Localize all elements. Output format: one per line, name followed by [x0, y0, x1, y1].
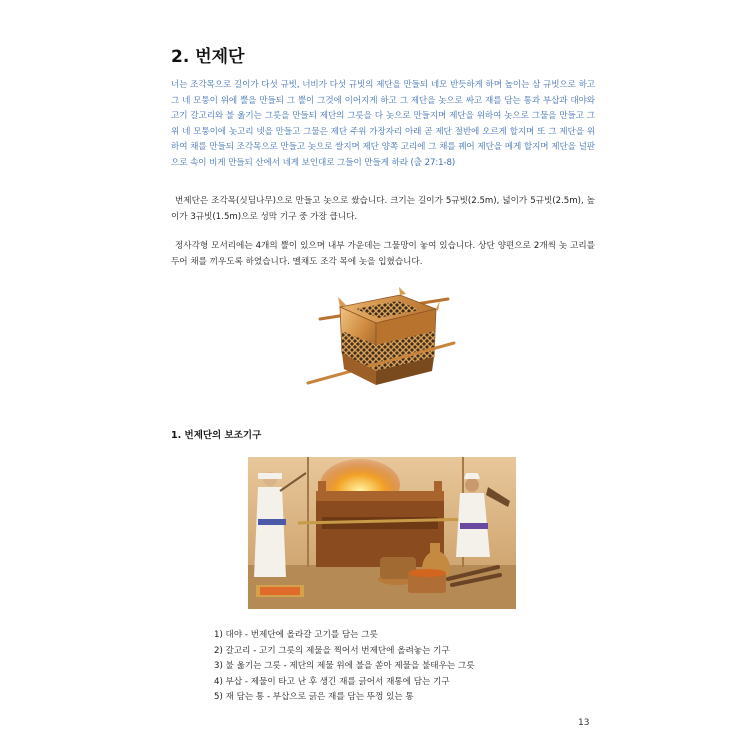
list-item: 4) 부삽 - 제물이 타고 난 후 생긴 재를 긁어서 재통에 담는 기구: [214, 676, 450, 687]
tools-list: [214, 628, 475, 706]
bronze-altar-illustration: [298, 287, 460, 407]
priests-at-altar-photo: [248, 457, 516, 609]
scripture-quote: 너는 조각목으로 길이가 다섯 규빗, 너비가 다섯 규빗의 제단을 만들되 네모 반듯하게 하며 높이는 삼 규빗으로 하고 그 네 모퉁이 위에 뿔을 만들되 그 뿔이 그것에 이어지게 하고 그 제단을 놋으로 싸고 재를 담는 통과 부삽과 대야와 고기 갈고리와 불 옮기는 그릇을 만들되 제단의 그릇을 다 놋으로 만들지며 제단을 위하여 놋으로 그물을 만들고 그 위 네 모퉁이에 놋고리 넷을 만들고 그물은 제단 주위 가장자리 아래 곧 제단 절반에 오르게 할지며 또 그 제단을 위하여 채를 만들되 조각목으로 만들고 놋으로 쌀지며 제단 양쪽 고리에 그 채를 꿰어 제단을 메게 할지며 제단을 널판으로 속이 비게 만들되 산에서 네게 보인대로 그들이 만들게 하라 (출 27:1-8): [171, 80, 595, 168]
list-item: 5) 재 담는 통 - 부삽으로 긁은 재를 담는 뚜껑 있는 통: [214, 692, 414, 703]
list-item: 3) 불 옮기는 그릇 - 제단의 제물 위에 불을 쏟아 제물을 불태우는 그릇: [214, 661, 475, 672]
page-number: 13: [578, 718, 590, 728]
list-item: 2) 갈고리 - 고기 그릇의 제물을 찍어서 번제단에 올려놓는 기구: [214, 645, 450, 656]
section-title: 2. 번제단: [171, 47, 245, 67]
list-item: 1) 대야 - 번제단에 올라갈 고기를 담는 그릇: [214, 630, 378, 640]
subsection-title: 1. 번제단의 보조기구: [171, 430, 262, 441]
body-paragraph-1: 번제단은 조각목(싯딤나무)으로 만들고 놋으로 쌌습니다. 크기는 길이가 5규빗(2.5m), 넓이가 5규빗(2.5m), 높이가 3규빗(1.5m)으로 성막 기구 중 가장 큽니다.: [171, 196, 595, 222]
body-paragraph-2: 정사각형 모서리에는 4개의 뿔이 있으며 내부 가운데는 그물망이 놓여 있습니다. 상단 양편으로 2개씩 놋 고리를 두어 채를 끼우도록 하였습니다. 멜채도 조각 목에 놋을 입혔습니다.: [171, 241, 595, 267]
